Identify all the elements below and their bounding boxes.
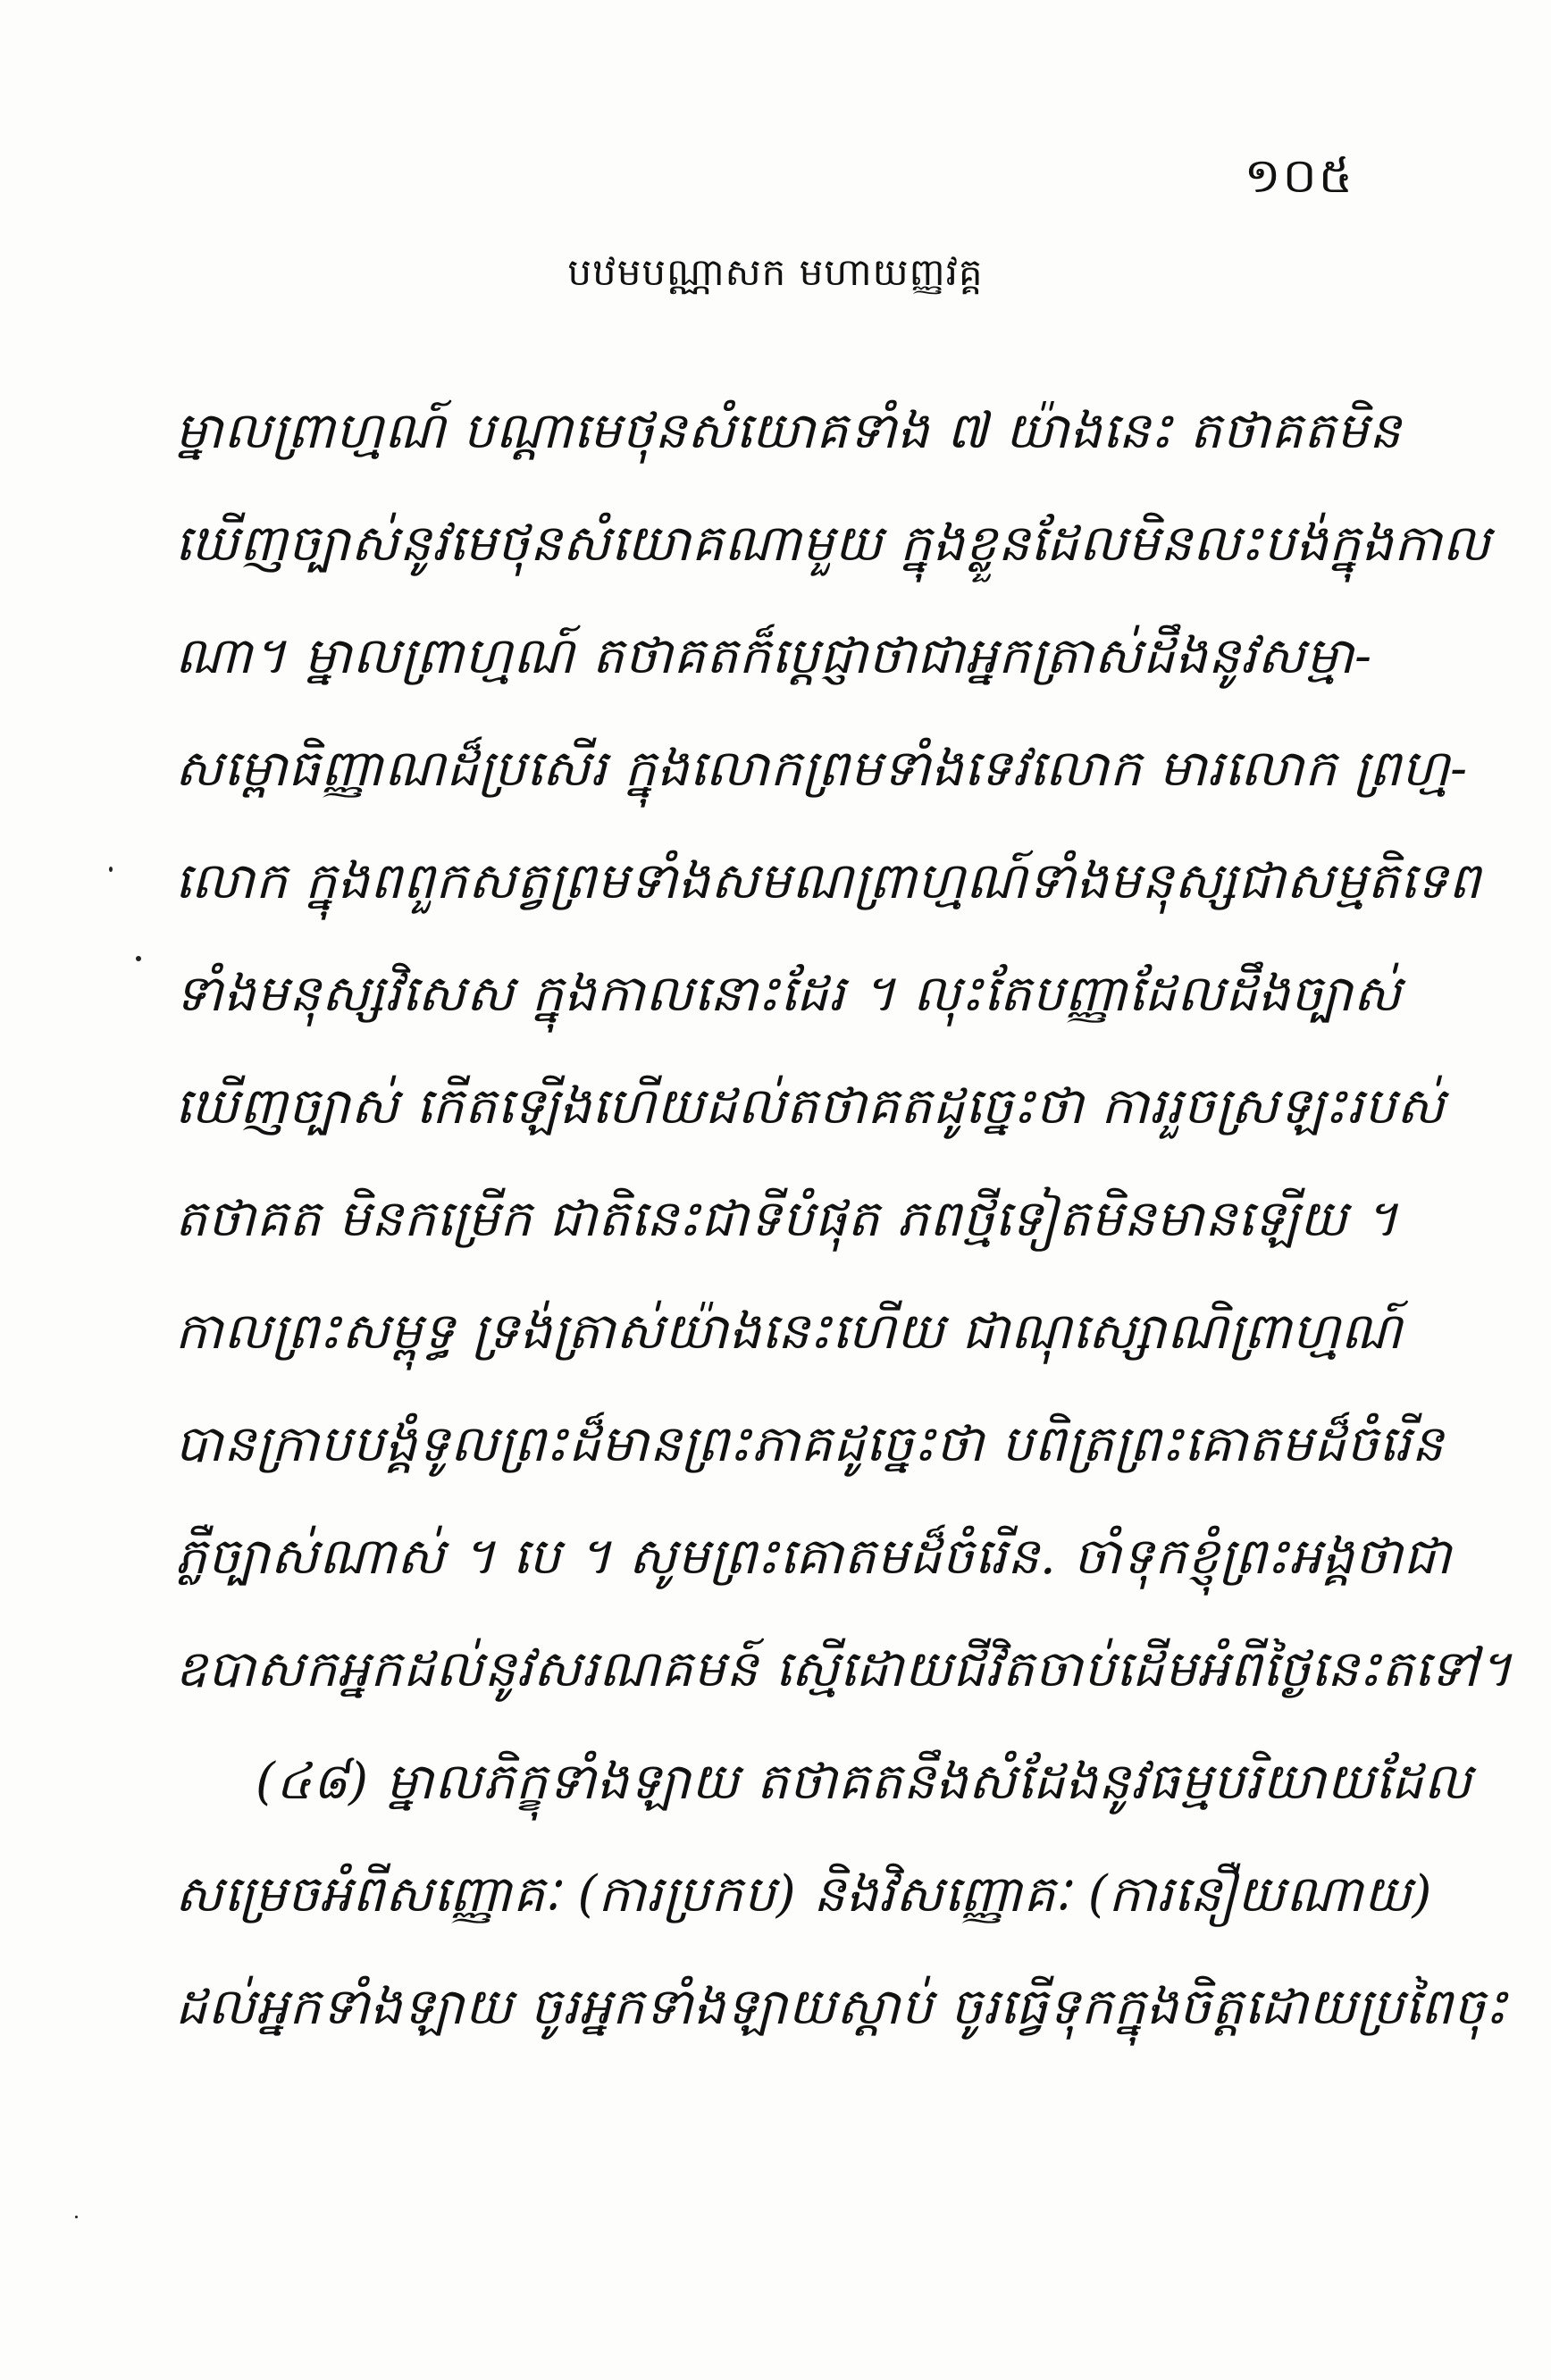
running-header: បឋមបណ្ណាសក មហាយញ្ញវគ្គ bbox=[567, 250, 984, 294]
paragraph-48-line-1: (៤៨) ម្នាលភិក្ខុទាំងឡាយ តថាគតនឹងសំដែងនូវធម្មបរិយាយដែល bbox=[256, 1753, 1472, 1811]
text-line-9: កាលព្រះសម្ពុទ្ធ ទ្រង់ត្រាស់យ៉ាងនេះហើយ ជាណុស្សោណិព្រាហ្មណ៍ bbox=[175, 1303, 1404, 1361]
text-line-4: សម្ពោធិញ្ញាណដ៏ប្រសើរ ក្នុងលោកព្រមទាំងទេវលោក មារលោក ព្រហ្ម- bbox=[175, 740, 1468, 798]
paragraph-48-line-3: ដល់អ្នកទាំងឡាយ ចូរអ្នកទាំងឡាយស្ដាប់ ចូរធ្វើទុកក្នុងចិត្តដោយប្រពៃចុះ bbox=[175, 1978, 1508, 2036]
text-line-5: លោក ក្នុងពពួកសត្វព្រមទាំងសមណព្រាហ្មណ៍ទាំងមនុស្សជាសម្មតិទេព bbox=[175, 852, 1481, 910]
text-line-1: ម្នាលព្រាហ្មណ៍ បណ្ដាមេថុនសំយោគទាំង ៧ យ៉ាងនេះ តថាគតមិន bbox=[175, 402, 1402, 460]
scan-speck bbox=[136, 956, 141, 961]
text-line-2: ឃើញច្បាស់នូវមេថុនសំយោគណាមួយ ក្នុងខ្លួនដែលមិនលះបង់ក្នុងកាល bbox=[175, 515, 1491, 573]
text-line-6: ទាំងមនុស្សវិសេស ក្នុងកាលនោះដែរ ។ លុះតែបញ្ញាដែលដឹងច្បាស់ bbox=[175, 965, 1403, 1023]
text-line-10: បានក្រាបបង្គំទូលព្រះដ៏មានព្រះភាគដូច្នេះថា បពិត្រព្រះគោតមដ៏ចំរើន bbox=[175, 1415, 1445, 1473]
text-line-12: ឧបាសកអ្នកដល់នូវសរណគមន៍ ស្មើដោយជីវិតចាប់ដើមអំពីថ្ងៃនេះតទៅ។ bbox=[175, 1640, 1513, 1698]
text-line-3: ណា។ ម្នាលព្រាហ្មណ៍ តថាគតក៏ប្ដេជ្ញាថាជាអ្នកត្រាស់ដឹងនូវសម្មា- bbox=[175, 627, 1372, 685]
page-number: ១០៥ bbox=[1244, 147, 1354, 204]
paragraph-48-line-2: សម្រេចអំពីសញ្ញោគៈ (ការប្រកប) និងវិសញ្ញោគៈ (ការនឿយណាយ) bbox=[175, 1865, 1433, 1923]
scan-speck bbox=[75, 2216, 78, 2218]
text-line-8: តថាគត មិនកម្រើក ជាតិនេះជាទីបំផុត ភពថ្មីទៀតមិនមានឡើយ ។ bbox=[175, 1190, 1399, 1248]
body-text bbox=[175, 375, 1513, 2064]
scan-speck bbox=[109, 867, 113, 872]
text-line-11: ភ្លឺច្បាស់ណាស់ ។ បេ ។ សូមព្រះគោតមដ៏ចំរើន. ចាំទុកខ្ញុំព្រះអង្គថាជា bbox=[175, 1528, 1453, 1586]
text-line-7: ឃើញច្បាស់ កើតឡើងហើយដល់តថាគតដូច្នេះថា ការរួចស្រឡះរបស់ bbox=[175, 1077, 1446, 1136]
